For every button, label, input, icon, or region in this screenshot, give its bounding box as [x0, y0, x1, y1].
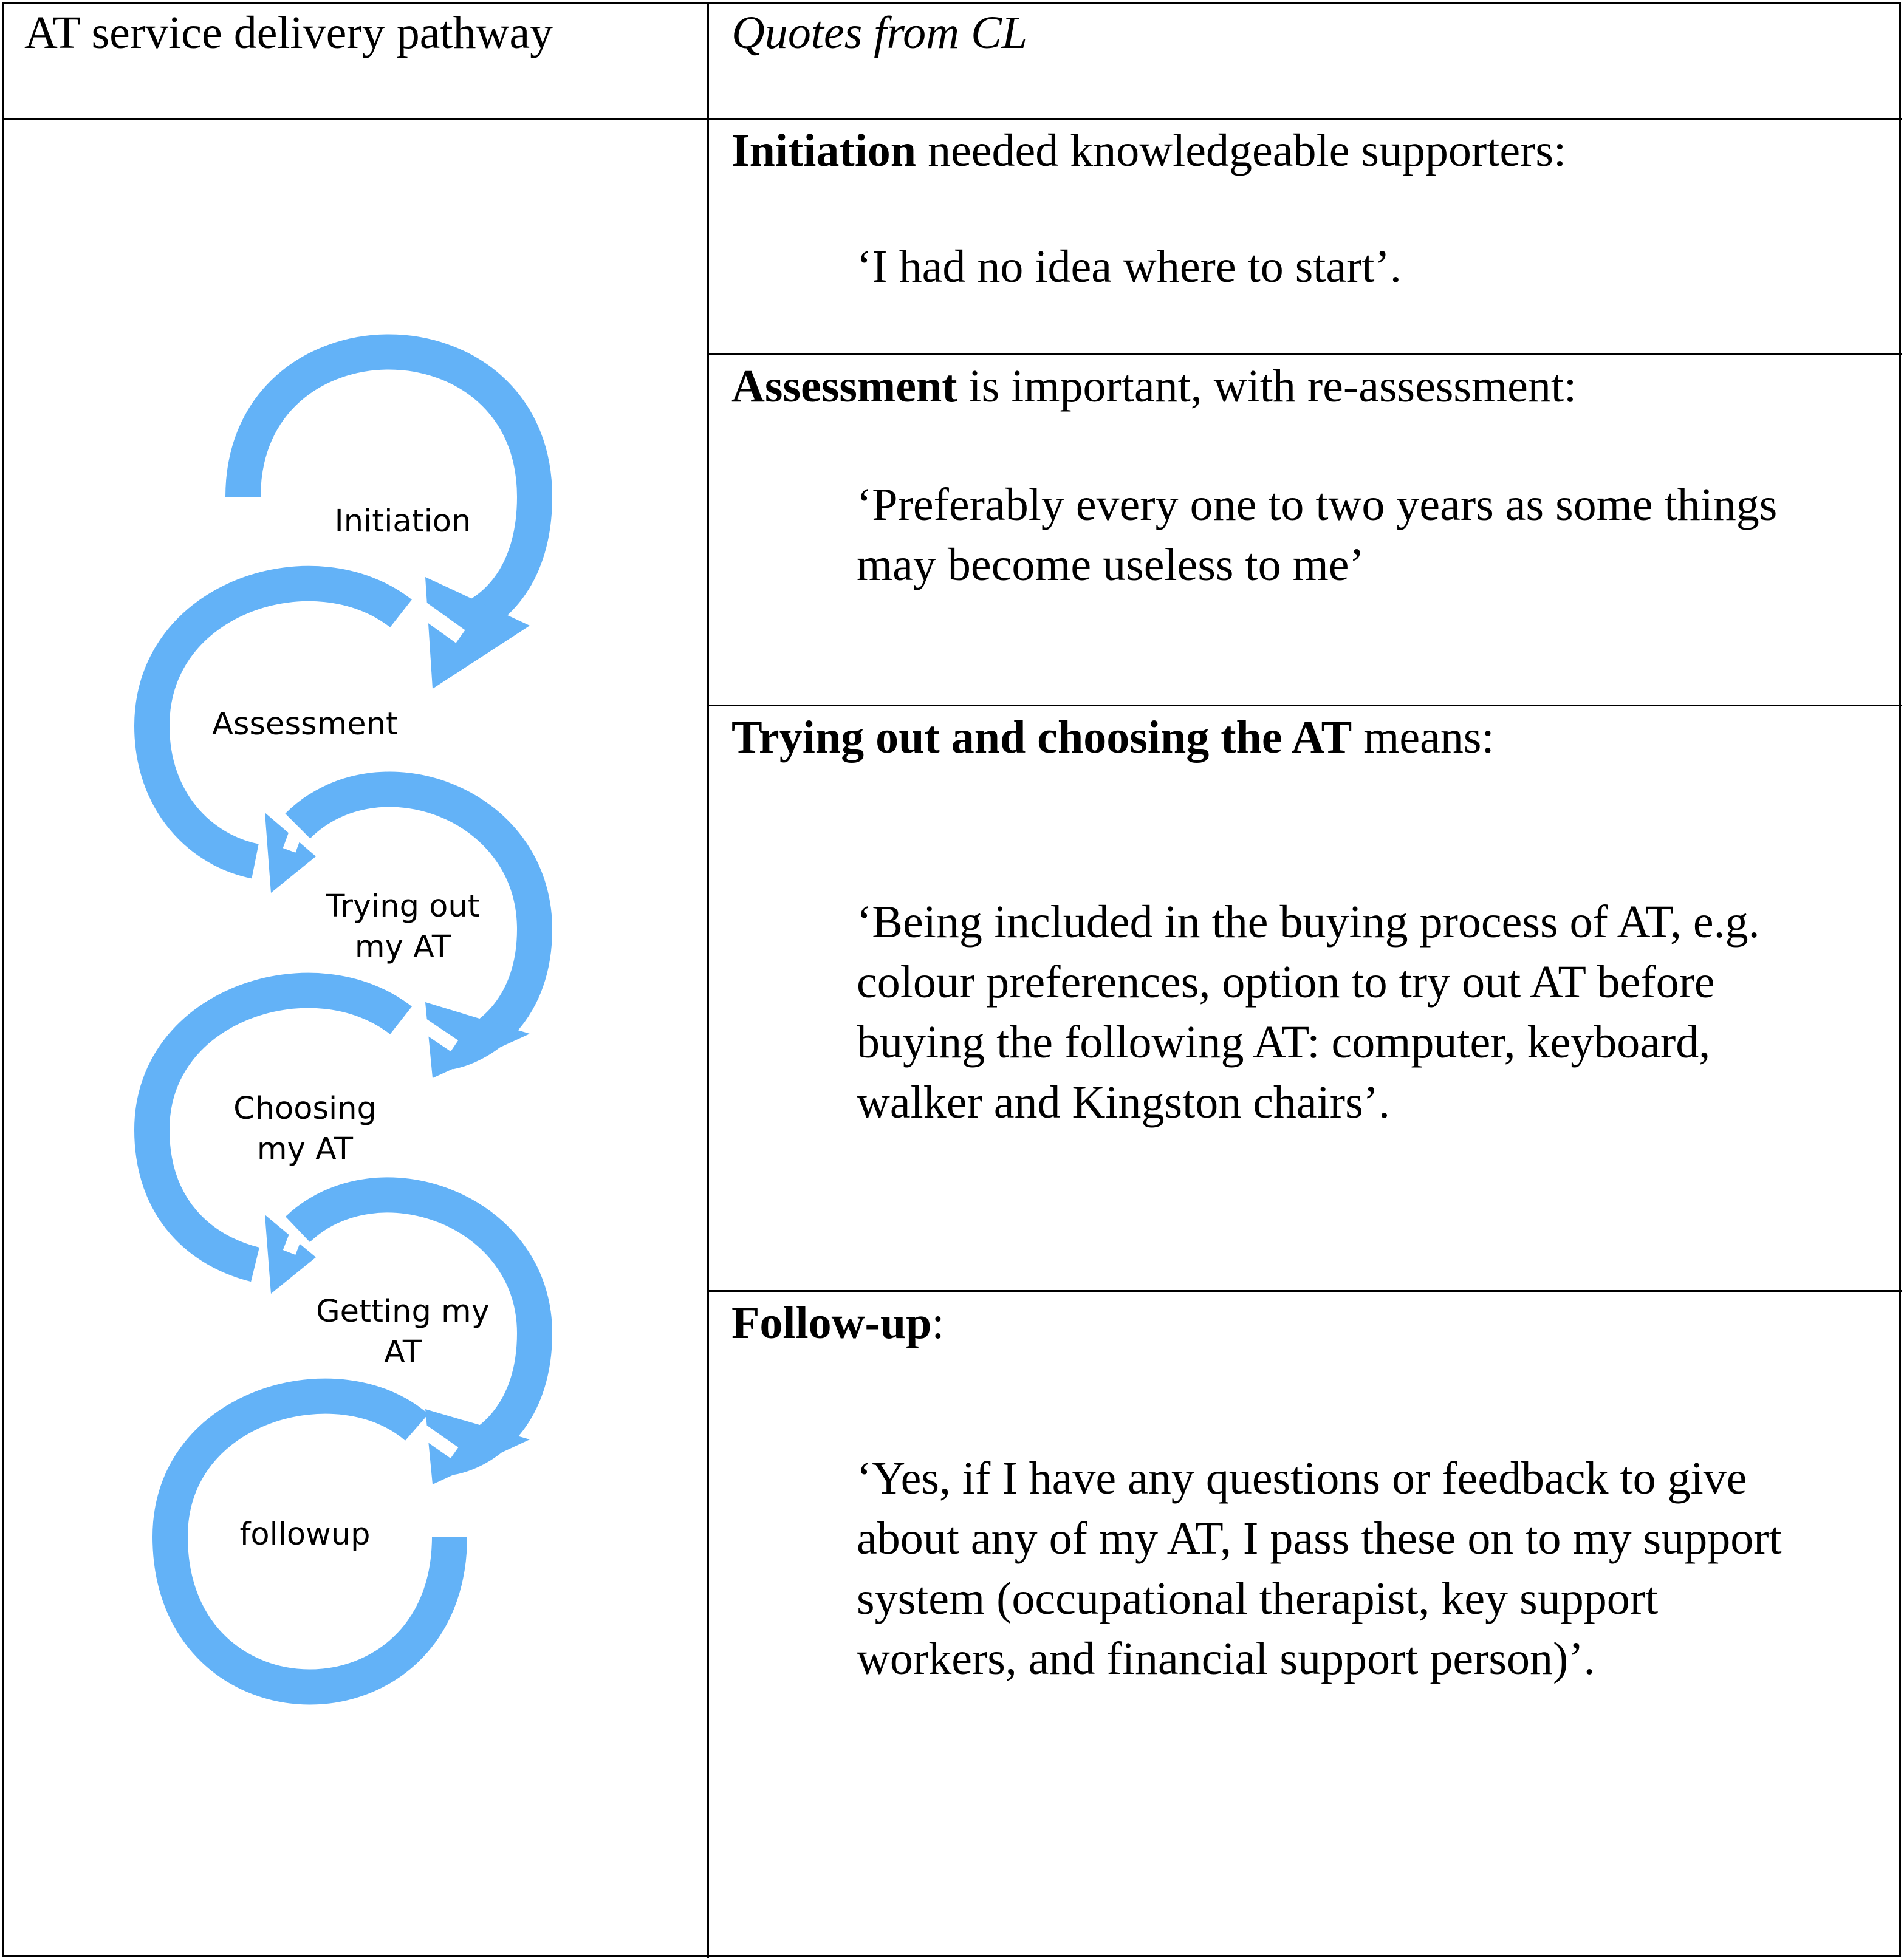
quote-line: ‘I had no idea where to start’.	[857, 241, 1402, 292]
section-title-rest: needed knowledgeable supporters:	[916, 125, 1567, 176]
quote-line: ‘Yes, if I have any questions or feedback to give	[857, 1453, 1747, 1504]
section-title-rest: means:	[1352, 712, 1495, 763]
section-title-rest: is important, with re-assessment:	[957, 361, 1577, 412]
section-title-bold: Initiation	[731, 125, 917, 176]
section-divider-3	[707, 1290, 1902, 1292]
section-title-assessment	[731, 361, 1577, 412]
step-label-choosing-2: my AT	[256, 1132, 354, 1167]
pathway-diagram	[0, 0, 705, 1960]
quote-line: workers, and financial support person)’.	[857, 1633, 1595, 1684]
section-title-initiation	[731, 125, 1567, 176]
quote-line: may become useless to me’	[857, 539, 1365, 590]
quote-line: walker and Kingston chairs’.	[857, 1077, 1390, 1128]
header-quotes: Quotes from CL	[731, 7, 1028, 58]
step-label-initiation: Initiation	[334, 504, 471, 539]
section-title-followup	[731, 1297, 945, 1348]
section-title-rest: :	[931, 1297, 945, 1348]
section-title-bold: Follow-up	[731, 1297, 932, 1348]
arc-choosing	[152, 991, 401, 1265]
step-label-assessment: Assessment	[212, 706, 398, 742]
quote-trying-choosing	[857, 892, 1889, 1133]
quote-line: ‘Being included in the buying process of AT, e.g.	[857, 896, 1760, 948]
quote-initiation	[857, 237, 1889, 297]
arrow-mask-assessment	[289, 827, 298, 850]
section-divider-1	[707, 353, 1902, 355]
quote-line: system (occupational therapist, key support	[857, 1573, 1659, 1624]
quote-line: about any of my AT, I pass these on to my support	[857, 1513, 1782, 1564]
step-label-getting-1: Getting my	[316, 1294, 490, 1330]
section-title-bold: Trying out and choosing the AT	[731, 712, 1352, 763]
column-divider	[707, 2, 709, 1958]
step-label-trying-1: Trying out	[326, 889, 480, 924]
section-divider-2	[707, 705, 1902, 706]
header-pathway: AT service delivery pathway	[24, 7, 553, 58]
step-label-trying-2: my AT	[354, 929, 451, 965]
section-title-trying-choosing	[731, 712, 1495, 763]
section-title-bold: Assessment	[731, 361, 957, 412]
arrow-mask-choosing	[289, 1231, 298, 1252]
quote-followup	[857, 1449, 1889, 1689]
step-label-followup: followup	[239, 1517, 371, 1552]
quote-line: ‘Preferably every one to two years as some things	[857, 479, 1778, 530]
step-label-choosing-1: Choosing	[233, 1091, 377, 1127]
quote-line: colour preferences, option to try out AT before	[857, 957, 1715, 1008]
quote-assessment	[857, 475, 1889, 595]
quote-line: buying the following AT: computer, keyboard,	[857, 1017, 1711, 1068]
step-label-getting-2: AT	[383, 1334, 422, 1370]
